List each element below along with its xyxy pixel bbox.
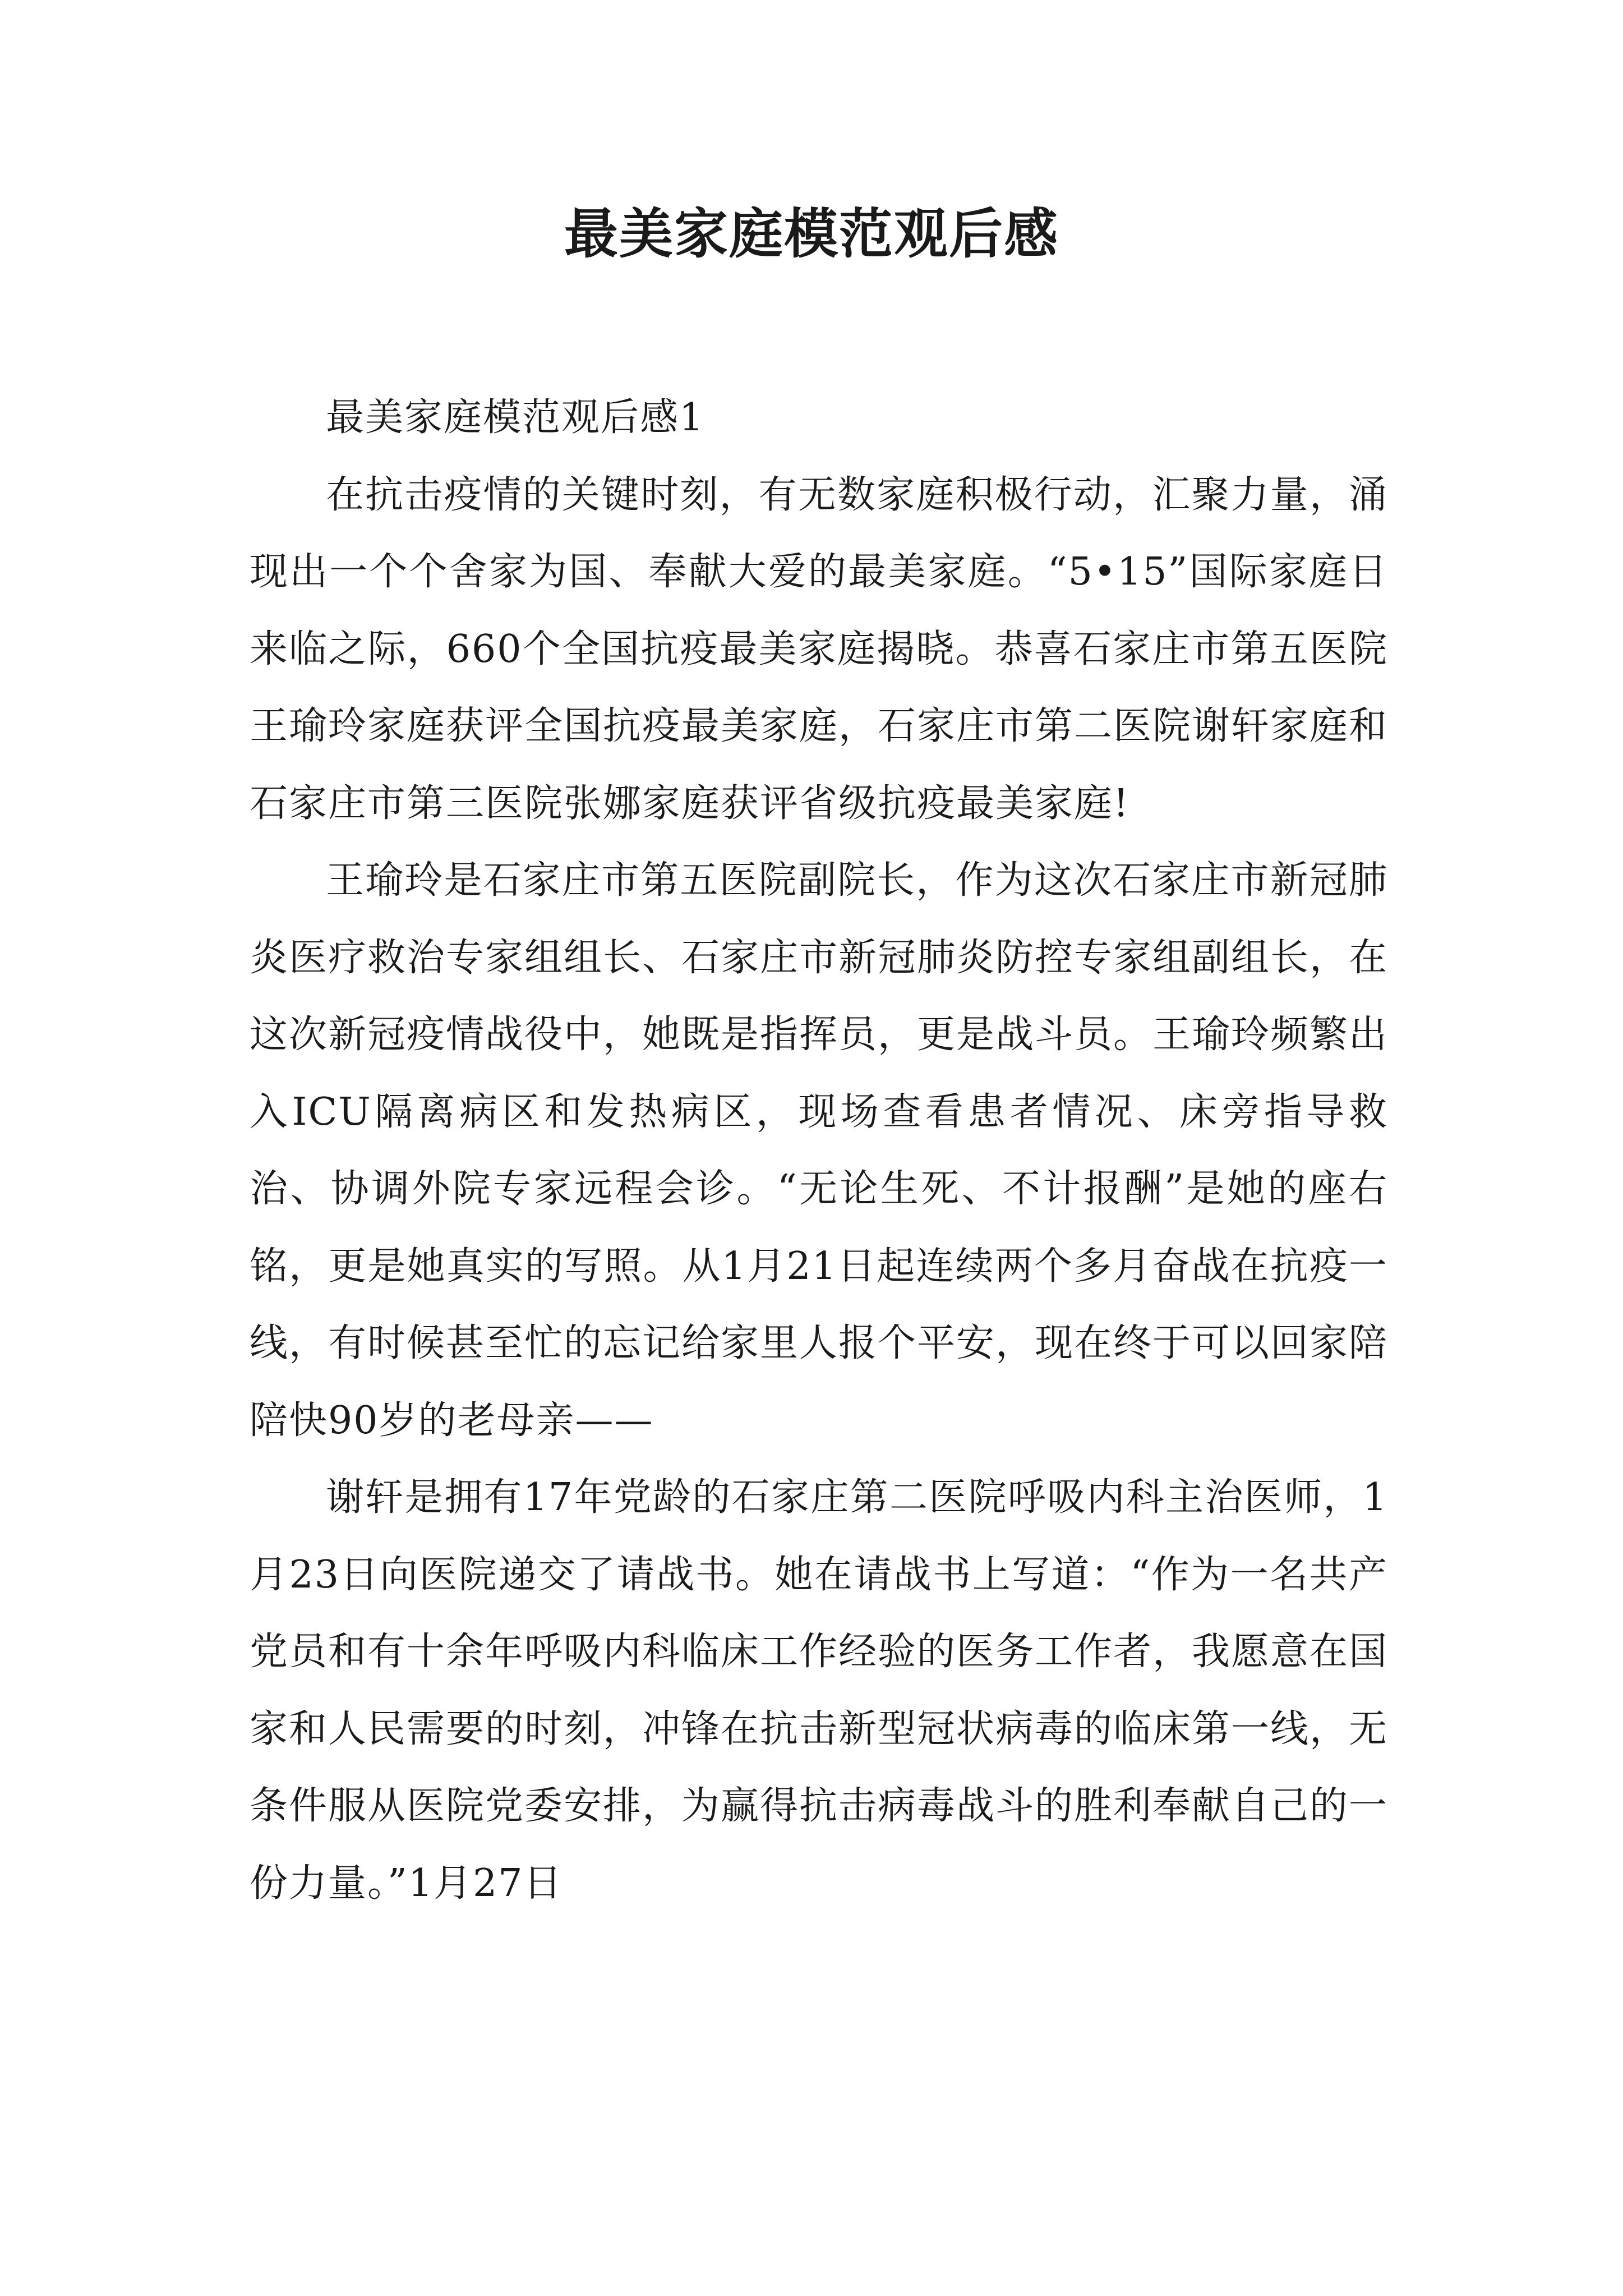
document-body — [250, 379, 1388, 1922]
document-title: 最美家庭模范观后感 — [564, 202, 1059, 265]
paragraph-1: 在抗击疫情的关键时刻，有无数家庭积极行动，汇聚力量，涌现出一个个舍家为国、奉献大爱的最美家庭。“5•15”国际家庭日来临之际，660个全国抗疫最美家庭揭晓。恭喜石家庄市第五医院王瑜玲家庭获评全国抗疫最美家庭，石家庄市第二医院谢轩家庭和石家庄市第三医院张娜家庭获评省级抗疫最美家庭! — [250, 472, 1389, 826]
paragraph-3: 谢轩是拥有17年党龄的石家庄第二医院呼吸内科主治医师，1月23日向医院递交了请战书。她在请战书上写道：“作为一名共产党员和有十余年呼吸内科临床工作经验的医务工作者，我愿意在国家和人民需要的时刻，冲锋在抗击新型冠状病毒的临床第一线，无条件服从医院党委安排，为赢得抗击病毒战斗的胜利奉献自己的一份力量。”1月27日 — [250, 1475, 1389, 1906]
section-heading: 最美家庭模范观后感1 — [326, 395, 705, 440]
paragraph-2: 王瑜玲是石家庄市第五医院副院长，作为这次石家庄市新冠肺炎医疗救治专家组组长、石家庄市新冠肺炎防控专家组副组长，在这次新冠疫情战役中，她既是指挥员，更是战斗员。王瑜玲频繁出入ICU隔离病区和发热病区，现场查看患者情况、床旁指导救治、协调外院专家远程会诊。“无论生死、不计报酬”是她的座右铭，更是她真实的写照。从1月21日起连续两个多月奋战在抗疫一线，有时候甚至忙的忘记给家里人报个平安，现在终于可以回家陪陪快90岁的老母亲—— — [250, 858, 1389, 1443]
